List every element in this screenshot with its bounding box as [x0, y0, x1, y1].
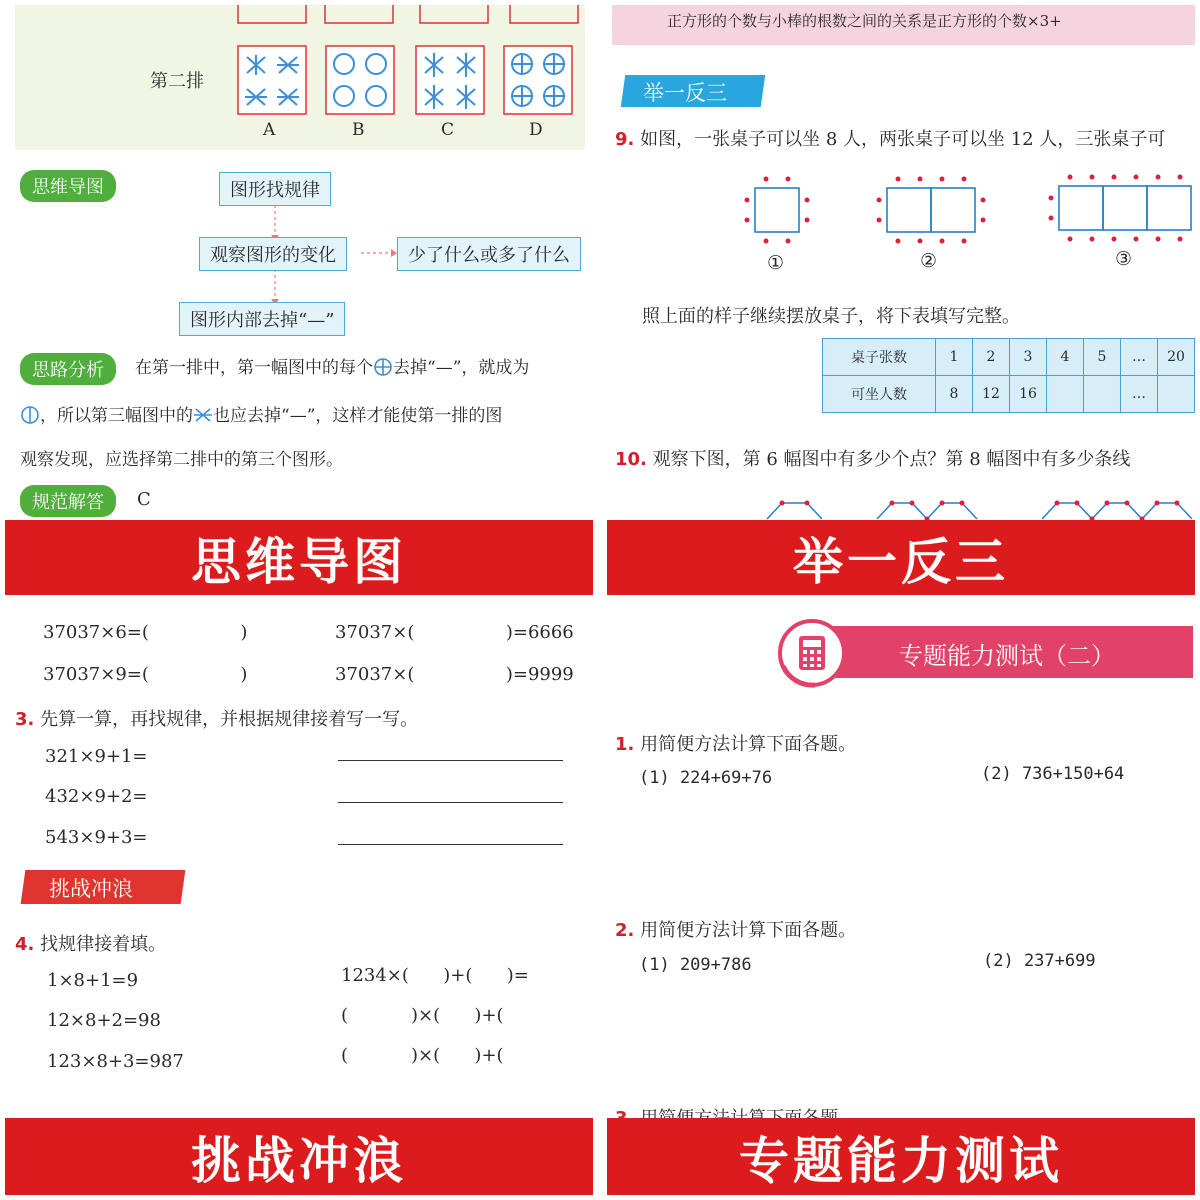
option-label-a: A: [263, 120, 276, 140]
answer-value: C: [137, 489, 151, 510]
question-9: [615, 125, 1165, 151]
table-cell: …: [1121, 339, 1158, 376]
equation-right: 37037×(: [335, 622, 415, 643]
equation-right-close: )=9999: [505, 664, 574, 685]
question-1-number: 1.: [615, 734, 635, 755]
map-node-remove: 图形内部去掉“—”: [179, 302, 345, 336]
equation-row: [335, 622, 574, 643]
textbook-page: [607, 608, 1195, 1118]
analysis-line1: [135, 353, 529, 378]
question-4: [15, 930, 166, 956]
map-connectors: [5, 5, 593, 345]
analysis-line1-text: 在第一排中，第一幅图中的每个: [135, 358, 373, 378]
table-cell: 1: [936, 339, 973, 376]
analysis-line1-end: 去掉“—”，就成为: [393, 358, 530, 378]
question-4-number: 4.: [15, 934, 35, 955]
row-label: 第二排: [150, 71, 204, 92]
q3-item: 321×9+1=: [45, 746, 148, 767]
section-tag: [619, 71, 769, 111]
question-1-part-a: (1) 224+69+76: [639, 768, 773, 788]
header-text: 正方形的个数与小棒的根数之间的关系是正方形的个数×3+: [667, 12, 1062, 30]
asterisk-icon: [193, 405, 213, 425]
equation-row: [43, 664, 247, 685]
question-3-number: 3.: [15, 709, 35, 730]
challenge-tag: [19, 866, 189, 908]
option-label-b: B: [352, 120, 365, 140]
table-header-seats: 可坐人数: [823, 376, 936, 413]
table-cell: 12: [973, 376, 1010, 413]
equation-left-close: ): [240, 622, 248, 643]
equation-left-close: ): [240, 664, 248, 685]
table-cell: 16: [1010, 376, 1047, 413]
figure-label-1: ①: [767, 252, 785, 274]
figure-label-3: ③: [1115, 248, 1133, 270]
map-node-root: 图形找规律: [219, 172, 331, 206]
q3-item: 432×9+2=: [45, 786, 148, 807]
question-2: [615, 916, 856, 942]
option-label-d: D: [529, 120, 543, 140]
textbook-page: [5, 608, 593, 1118]
equation-right: 37037×(: [335, 664, 415, 685]
banner-ability-test: 专题能力测试: [607, 1118, 1195, 1195]
equation-left: 37037×6=(: [43, 622, 149, 643]
pattern-equation: 12×8+2=98: [47, 1010, 161, 1031]
question-9-text: 如图，一张桌子可以坐 8 人，两张桌子可以坐 12 人，三张桌子可: [640, 129, 1166, 150]
analysis-line2-end: 也应去掉“—”，这样才能使第一排的图: [213, 406, 503, 426]
panel-ability-test: [607, 608, 1195, 1195]
question-2-part-b: (2) 237+699: [983, 951, 1096, 971]
answer-line[interactable]: [338, 844, 563, 845]
table-input-cell[interactable]: [1047, 376, 1084, 413]
question-1: [615, 730, 856, 756]
equation-row: [43, 622, 247, 643]
figure-label-2: ②: [920, 250, 938, 272]
map-node-observe: 观察图形的变化: [199, 237, 347, 271]
question-3: [15, 705, 418, 731]
equation-row: [335, 664, 574, 685]
table-cell: 20: [1158, 339, 1195, 376]
question-10-number: 10.: [615, 449, 647, 470]
question-10-text: 观察下图，第 6 幅图中有多少个点？第 8 幅图中有多少条线: [652, 449, 1131, 470]
table-cell: 8: [936, 376, 973, 413]
panel-challenge: [5, 608, 593, 1195]
instruction-text: 照上面的样子继续摆放桌子，将下表填写完整。: [642, 306, 1020, 327]
table-input-cell[interactable]: [1158, 376, 1195, 413]
analysis-tag: 思路分析: [20, 353, 116, 385]
table-input-cell[interactable]: [1084, 376, 1121, 413]
seating-table: [822, 338, 1195, 413]
challenge-tag-label: 挑战冲浪: [49, 877, 133, 901]
equation-left: 37037×9=(: [43, 664, 149, 685]
table-cell: 2: [973, 339, 1010, 376]
pattern-blank-equation[interactable]: 1234×( )+( )=: [341, 965, 529, 986]
question-9-number: 9.: [615, 129, 635, 150]
q3-item: 543×9+3=: [45, 827, 148, 848]
analysis-line2: [20, 401, 502, 426]
pattern-blank-equation[interactable]: ( )×( )+(: [341, 1045, 504, 1066]
option-label-c: C: [441, 120, 455, 140]
question-2-text: 用简便方法计算下面各题。: [640, 920, 857, 941]
section-tag-label: 举一反三: [643, 81, 727, 105]
table-cell: 4: [1047, 339, 1084, 376]
banner-examples: 举一反三: [607, 520, 1195, 595]
panel-mind-map: [5, 5, 593, 595]
textbook-page: [607, 5, 1195, 520]
pattern-equation: 123×8+3=987: [47, 1051, 184, 1072]
table-row: [823, 339, 1195, 376]
panel-examples: [607, 5, 1195, 595]
question-4-text: 找规律接着填。: [40, 934, 167, 955]
circle-vertical-icon: [20, 405, 40, 425]
table-seating-figures: [607, 170, 1195, 255]
calculator-icon: [775, 616, 849, 690]
answer-tag: 规范解答: [20, 485, 116, 517]
pattern-equation: 1×8+1=9: [47, 970, 139, 991]
analysis-line3: 观察发现，应选择第二排中的第三个图形。: [20, 450, 343, 470]
equation-right-close: )=6666: [505, 622, 574, 643]
answer-line[interactable]: [338, 802, 563, 803]
table-cell: 3: [1010, 339, 1047, 376]
question-3-text: 先算一算，再找规律，并根据规律接着写一写。: [40, 709, 419, 730]
table-header-tables: 桌子张数: [823, 339, 936, 376]
table-cell: …: [1121, 376, 1158, 413]
map-node-compare: 少了什么或多了什么: [397, 237, 581, 271]
question-2-number: 2.: [615, 920, 635, 941]
table-cell: 5: [1084, 339, 1121, 376]
textbook-page: [5, 5, 593, 520]
question-1-text: 用简便方法计算下面各题。: [640, 734, 857, 755]
circle-cross-icon: [373, 357, 393, 377]
question-1-part-b: (2) 736+150+64: [981, 764, 1125, 784]
analysis-line2-start: ，所以第三幅图中的: [40, 406, 193, 426]
table-row: [823, 376, 1195, 413]
mind-map-tag: 思维导图: [20, 170, 116, 202]
answer-line[interactable]: [338, 760, 563, 761]
banner-challenge: 挑战冲浪: [5, 1118, 593, 1195]
banner-mind-map: 思维导图: [5, 520, 593, 595]
dot-line-figures: [607, 497, 1195, 521]
test-title: 专题能力测试（二）: [899, 642, 1115, 670]
question-10: [615, 445, 1130, 471]
question-2-part-a: (1) 209+786: [639, 955, 752, 975]
pattern-blank-equation[interactable]: ( )×( )+(: [341, 1005, 504, 1026]
